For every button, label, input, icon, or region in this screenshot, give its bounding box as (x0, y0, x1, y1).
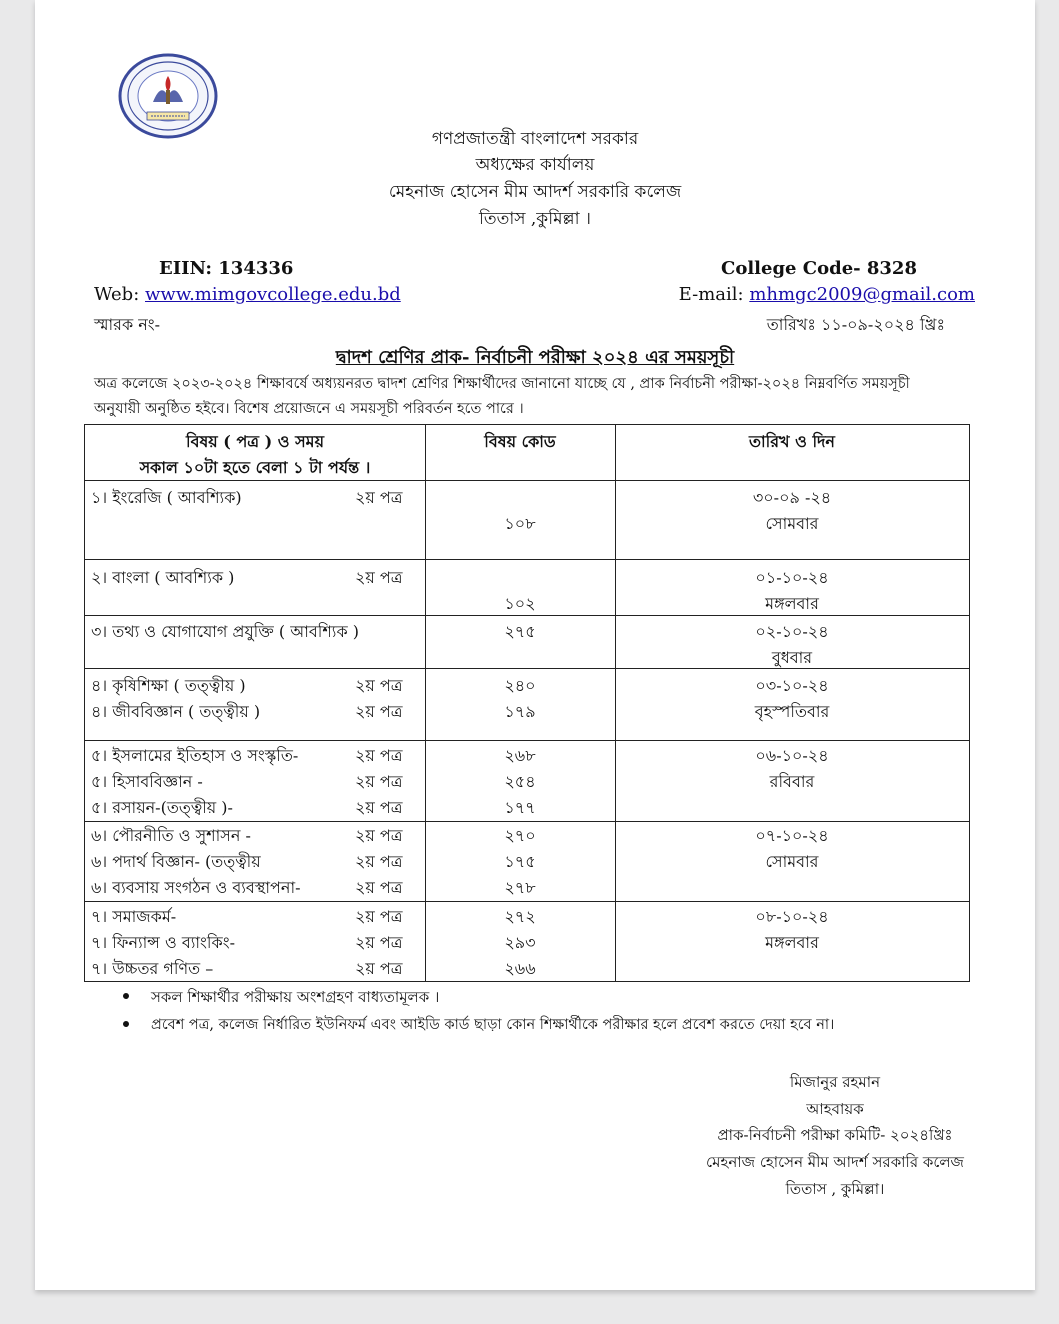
eiin-number: EIIN: 134336 (159, 258, 294, 279)
table-cell-code: ১৭৭ (504, 798, 536, 817)
notice-body-line2: অনুযায়ী অনুষ্ঠিত হইবে। বিশেষ প্রয়োজনে এ সময়সূচী পরিবর্তন হতে পারে । (94, 401, 524, 417)
table-cell-date: ০২-১০-২৪ (755, 622, 829, 641)
web-line (94, 284, 401, 305)
table-cell-code: ২৬৮ (504, 746, 536, 765)
exam-schedule-table (84, 424, 970, 982)
table-cell-day: মঙ্গলবার (765, 933, 819, 952)
memo-number: স্মারক নং- (94, 315, 161, 334)
header-office: অধ্যক্ষের কার্যালয় (475, 155, 595, 175)
table-cell-subject: ৫। ইসলামের ইতিহাস ও সংস্কৃতি- (91, 746, 299, 765)
table-cell-code: ২৭২ (504, 907, 536, 926)
table-cell-subject: ৪। কৃষিশিক্ষা ( তত্ত্বীয় ) (91, 676, 246, 695)
table-cell-paper: ২য় পত্র (355, 746, 403, 765)
website-link[interactable]: www.mimgovcollege.edu.bd (145, 284, 401, 305)
table-cell-paper: ২য় পত্র (355, 959, 403, 978)
signatory-college: মেহনাজ হোসেন মীম আদর্শ সরকারি কলেজ (706, 1153, 964, 1171)
table-cell-day: রবিবার (769, 772, 815, 791)
table-cell-subject: ৭। ফিন্যান্স ও ব্যাংকিং- (91, 933, 235, 952)
table-cell-code: ১৭৯ (504, 702, 536, 721)
notice-title: দ্বাদশ শ্রেণির প্রাক- নির্বাচনী পরীক্ষা ২০২৪ এর সময়সূচী (335, 347, 735, 368)
table-cell-paper: ২য় পত্র (355, 488, 403, 507)
email-label: E-mail: (678, 284, 750, 305)
header-college-name: মেহনাজ হোসেন মীম আদর্শ সরকারি কলেজ (388, 182, 682, 202)
note-item: সকল শিক্ষার্থীর পরীক্ষায় অংশগ্রহণ বাধ্যতামূলক । (151, 988, 440, 1006)
note-item: প্রবেশ পত্র, কলেজ নির্ধারিত ইউনিফর্ম এবং আইডি কার্ড ছাড়া কোন শিক্ষার্থীকে পরীক্ষার হলে প্রবেশ করতে দেয়া হবে না। (151, 1017, 835, 1033)
table-cell-code: ১৭৫ (504, 852, 536, 871)
signatory-role: আহবায়ক (806, 1100, 864, 1118)
table-cell-day: বুধবার (771, 648, 813, 667)
table-cell-paper: ২য় পত্র (355, 772, 403, 791)
table-cell-paper: ২য় পত্র (355, 933, 403, 952)
table-cell-subject: ২। বাংলা ( আবশ্যিক ) (91, 568, 235, 587)
header-location: তিতাস ,কুমিল্লা । (478, 209, 592, 229)
table-cell-subject: ৫। হিসাববিজ্ঞান - (91, 772, 203, 791)
table-cell-code: ২৭৮ (504, 878, 536, 897)
signatory-name: মিজানুর রহমান (789, 1073, 881, 1091)
table-cell-subject: ৬। ব্যবসায় সংগঠন ও ব্যবস্থাপনা- (91, 878, 301, 897)
table-cell-code: ১০৮ (504, 514, 536, 533)
signatory-location: তিতাস , কুমিল্লা। (785, 1180, 885, 1198)
web-label: Web: (94, 284, 145, 305)
table-cell-paper: ২য় পত্র (355, 907, 403, 926)
table-cell-code: ২৯৩ (504, 933, 536, 952)
table-cell-code: ২৭৫ (504, 622, 536, 641)
table-cell-date: ০১-১০-২৪ (755, 568, 829, 587)
table-cell-paper: ২য় পত্র (355, 826, 403, 845)
table-cell-code: ২৫৪ (504, 772, 536, 791)
table-cell-subject: ১। ইংরেজি ( আবশ্যিক) (91, 488, 242, 507)
college-code: College Code- 8328 (721, 258, 917, 279)
table-cell-paper: ২য় পত্র (355, 878, 403, 897)
email-link[interactable]: mhmgc2009@gmail.com (749, 284, 975, 305)
table-header-code: বিষয় কোড (484, 432, 556, 451)
table-cell-day: সোমবার (765, 514, 819, 533)
table-row-divider (85, 740, 969, 741)
table-cell-subject: ৬। পৌরনীতি ও সুশাসন - (91, 826, 251, 845)
header-government: গণপ্রজাতন্ত্রী বাংলাদেশ সরকার (431, 129, 639, 149)
table-header-subject: বিষয় ( পত্র ) ও সময় (186, 432, 324, 451)
table-cell-paper: ২য় পত্র (355, 568, 403, 587)
table-cell-day: সোমবার (765, 852, 819, 871)
table-cell-subject: ৪। জীববিজ্ঞান ( তত্ত্বীয় ) (91, 702, 261, 721)
table-cell-code: ২৭০ (504, 826, 536, 845)
table-cell-date: ৩০-০৯ -২৪ (752, 488, 832, 507)
document-page (35, 0, 1035, 1290)
table-cell-paper: ২য় পত্র (355, 798, 403, 817)
table-cell-date: ০৭-১০-২৪ (755, 826, 829, 845)
table-cell-date: ০৮-১০-২৪ (755, 907, 829, 926)
notice-date: তারিখঃ ১১-০৯-২০২৪ খ্রিঃ (766, 315, 945, 334)
table-cell-code: ২৬৬ (504, 959, 536, 978)
table-header-time: সকাল ১০টা হতে বেলা ১ টা পর্যন্ত । (139, 458, 371, 477)
bullet-icon (123, 1021, 129, 1027)
table-row-divider (85, 559, 969, 560)
table-cell-paper: ২য় পত্র (355, 702, 403, 721)
table-cell-subject: ৭। সমাজকর্ম- (91, 907, 177, 926)
table-cell-subject: ৩। তথ্য ও যোগাযোগ প্রযুক্তি ( আবশ্যিক ) (91, 622, 359, 641)
table-cell-paper: ২য় পত্র (355, 676, 403, 695)
table-header-date: তারিখ ও দিন (749, 432, 835, 451)
table-cell-code: ২৪০ (504, 676, 536, 695)
table-cell-subject: ৬। পদার্থ বিজ্ঞান- (তত্ত্বীয় (91, 852, 261, 871)
table-cell-date: ০৩-১০-২৪ (755, 676, 829, 695)
notice-body-line1: অত্র কলেজে ২০২৩-২০২৪ শিক্ষাবর্ষে অধ্যয়নরত দ্বাদশ শ্রেণির শিক্ষার্থীদের জানানো যাচ্ছে যে , প্রাক নির্বাচনী পরীক্ষা-২০২৪ নিম্নবর্ণিত সময়সূচী (94, 376, 910, 392)
bullet-icon (123, 993, 129, 999)
table-cell-day: মঙ্গলবার (765, 594, 819, 613)
table-cell-subject: ৭। উচ্চতর গণিত – (91, 959, 214, 978)
table-cell-code: ১০২ (504, 594, 536, 613)
table-cell-day: বৃহস্পতিবার (754, 702, 830, 721)
signatory-committee: প্রাক-নির্বাচনী পরীক্ষা কমিটি- ২০২৪খ্রিঃ (717, 1126, 953, 1144)
table-cell-subject: ৫। রসায়ন-(তত্ত্বীয় )- (91, 798, 233, 817)
email-line (679, 284, 975, 305)
table-cell-date: ০৬-১০-২৪ (755, 746, 829, 765)
table-cell-paper: ২য় পত্র (355, 852, 403, 871)
